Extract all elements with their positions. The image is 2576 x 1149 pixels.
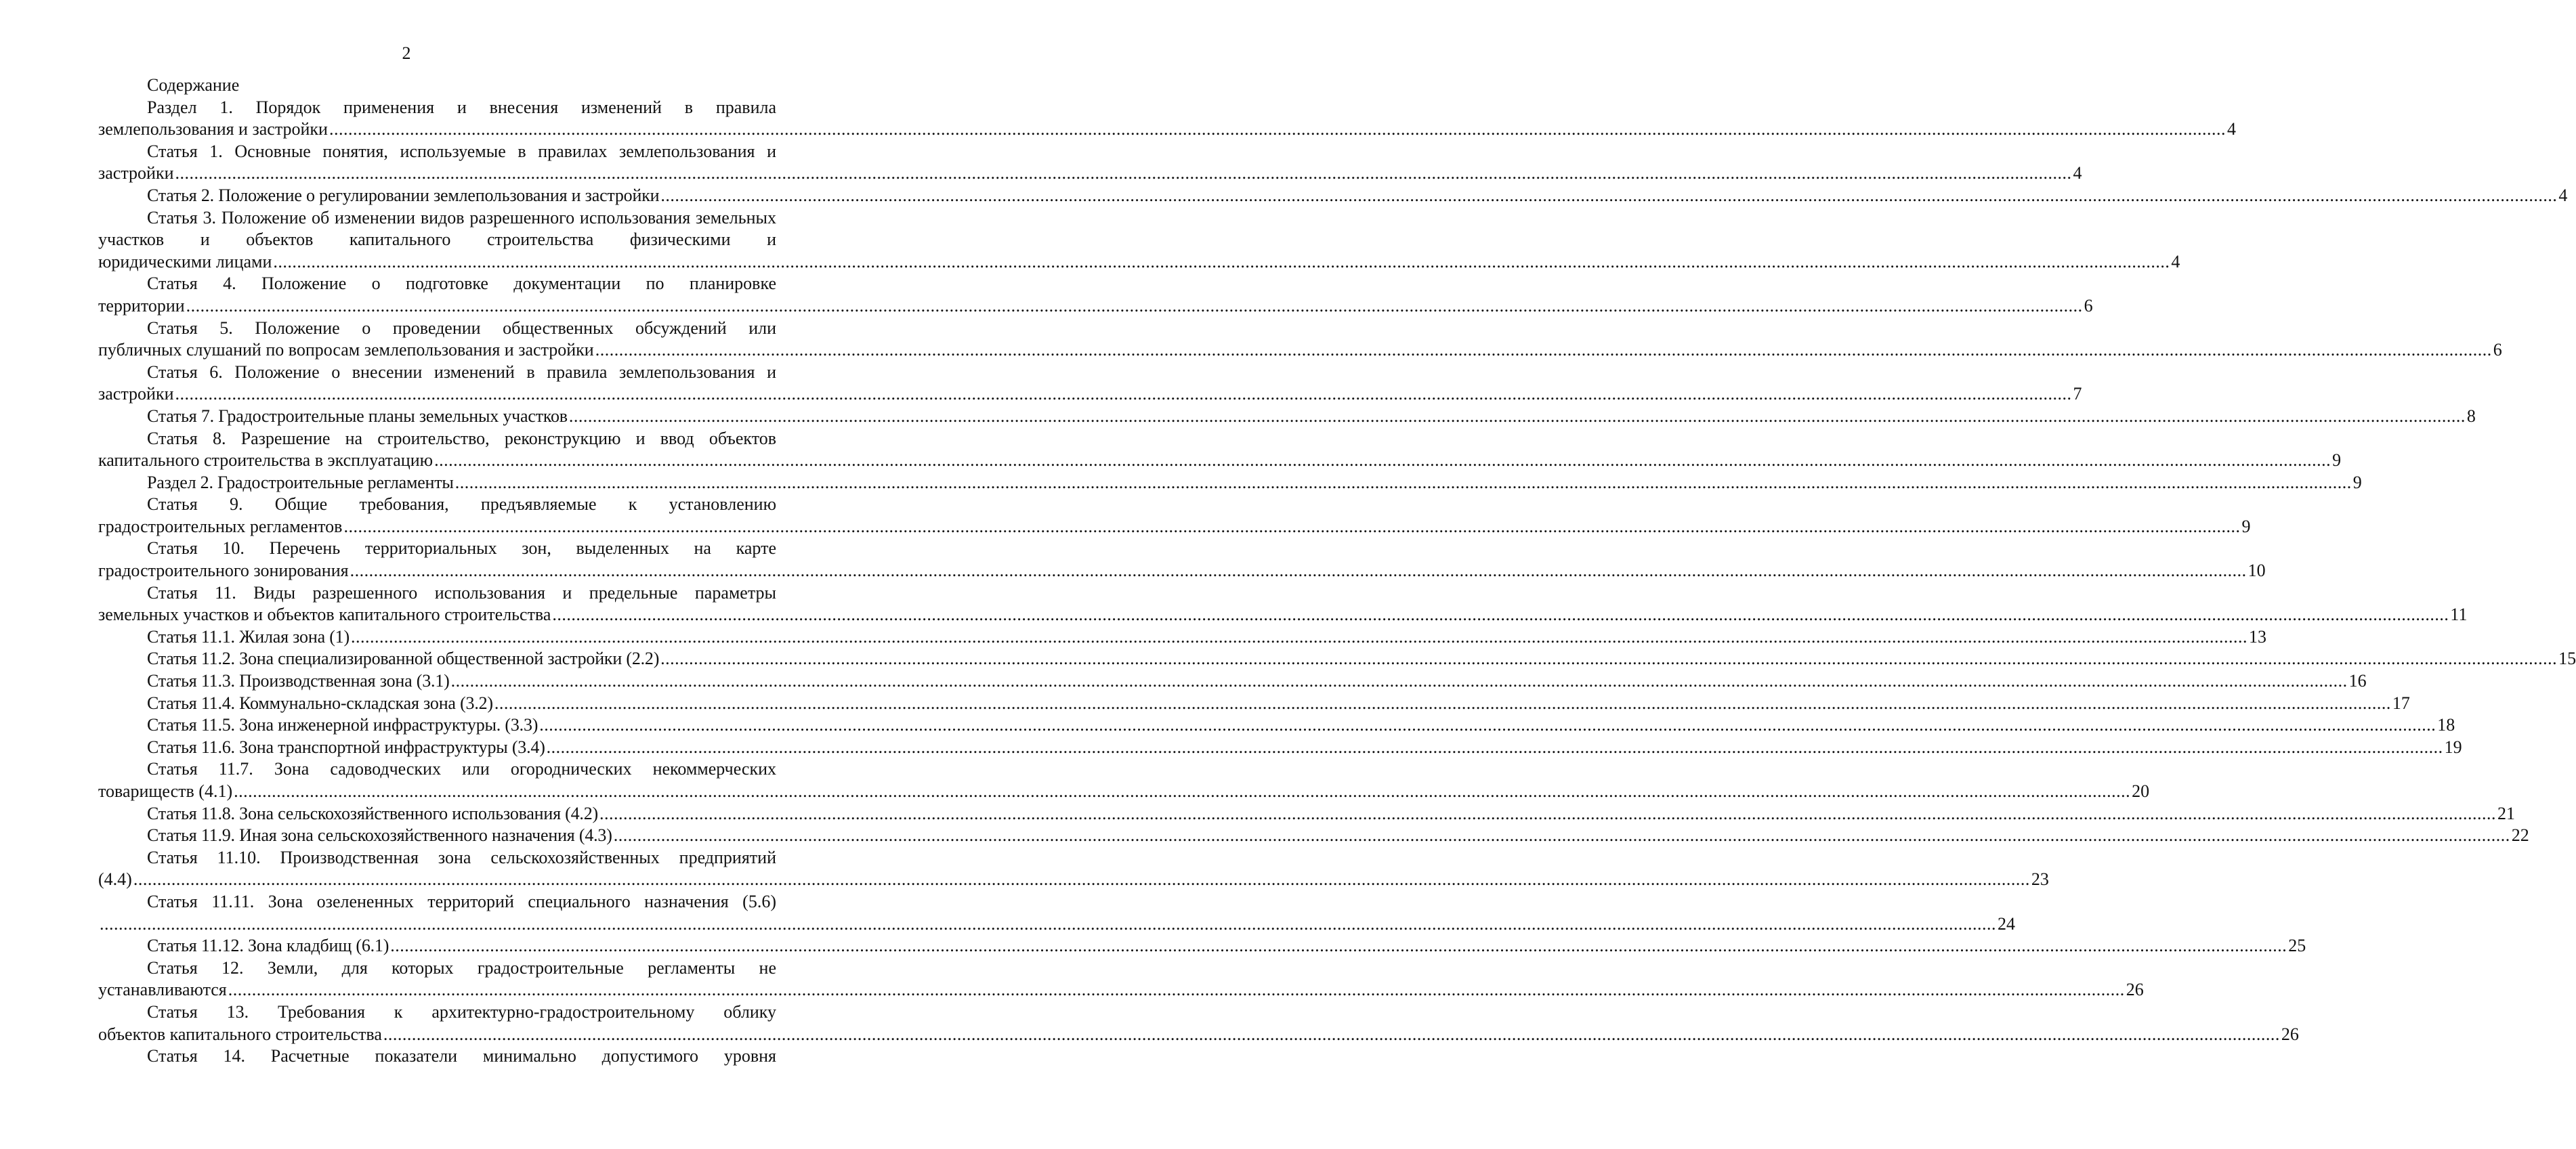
toc-entry-page-number[interactable]: 11 [2450,605,2468,625]
toc-entry-title: Статья 14. Расчетные показатели минимально допустимого уровня [147,1046,776,1066]
toc-entry-title: Раздел 1. Порядок применения и внесения изменений в правила [147,97,776,117]
dot-leader: ................................................................................................................................................................................................................................................................................................................................................................................................................ [546,737,2443,757]
toc-entry-text: Статья 11.2. Зона специализированной общественной застройки (2.2) [147,649,660,669]
toc-entry-page-number[interactable]: 10 [2247,561,2266,581]
toc-entry-leader-line [98,803,2515,825]
toc-entry[interactable] [98,1001,2299,1045]
toc-entry-leader-line [98,648,2576,670]
dot-leader: ................................................................................................................................................................................................................................................................................................................................................................................................................ [228,980,2125,1000]
toc-entry-leader-line [98,251,2180,274]
toc-entry[interactable] [98,957,2144,1001]
toc-entry-title: Статья 12. Земли, для которых градостроительные регламенты не [147,957,776,978]
toc-entry[interactable] [98,737,2462,759]
toc-entry[interactable] [98,693,2410,715]
toc-entry-leader-line [98,714,2455,737]
toc-entry-page-number[interactable]: 13 [2248,626,2266,647]
toc-entry-leader-line [98,383,2082,406]
toc-entry-text: градостроительного зонирования [98,561,349,581]
toc-entries [98,97,2576,1068]
toc-entry-page-number[interactable]: 6 [2493,340,2502,360]
toc-entry-title: Статья 6. Положение о внесении изменений в правила землепользования и [147,362,776,382]
dot-leader: ................................................................................................................................................................................................................................................................................................................................................................................................................ [568,406,2466,426]
toc-entry-text: Статья 11.12. Зона кладбищ (6.1) [147,936,389,956]
table-of-contents [98,74,2576,1068]
dot-leader: ................................................................................................................................................................................................................................................................................................................................................................................................................ [595,340,2492,360]
toc-entry-page-number[interactable]: 6 [2084,295,2093,316]
toc-entry-title: Статья 3. Положение об изменении видов разрешенного использования земельных участков и объектов капитального строительства физическими и [98,207,776,250]
toc-entry-title: Статья 11. Виды разрешенного использования и предельные параметры [147,582,776,603]
toc-entry-page-number[interactable]: 4 [2073,163,2082,183]
toc-entry-leader-line [98,450,2342,472]
dot-leader: ................................................................................................................................................................................................................................................................................................................................................................................................................ [383,1024,2280,1044]
toc-entry-title: Статья 10. Перечень территориальных зон, выделенных на карте [147,538,776,559]
toc-entry[interactable] [98,670,2367,693]
toc-entry[interactable] [98,494,2251,538]
toc-entry[interactable] [98,207,2180,274]
toc-entry-text: объектов капитального строительства [98,1024,382,1044]
dot-leader: ................................................................................................................................................................................................................................................................................................................................................................................................................ [133,869,2030,890]
dot-leader: ................................................................................................................................................................................................................................................................................................................................................................................................................ [434,450,2331,471]
toc-entry-leader-line [98,516,2251,538]
dot-leader: ................................................................................................................................................................................................................................................................................................................................................................................................................ [599,803,2496,823]
toc-entry-text: Статья 11.4. Коммунально-складская зона (3.2) [147,693,493,713]
page-number: 2 [402,43,411,63]
toc-entry-page-number[interactable]: 26 [2281,1024,2299,1044]
toc-entry[interactable] [98,185,2568,207]
toc-entry-leader-line [98,626,2266,649]
toc-entry-text: Статья 7. Градостроительные планы земельных участков [147,406,568,426]
toc-entry-text: застройки [98,384,174,404]
dot-leader: ................................................................................................................................................................................................................................................................................................................................................................................................................ [455,472,2352,492]
dot-leader: ................................................................................................................................................................................................................................................................................................................................................................................................................ [450,671,2348,691]
toc-entry-text: Статья 2. Положение о регулировании землепользования и застройки [147,185,660,205]
toc-entry-text: землепользования и застройки [98,119,328,139]
toc-entry[interactable] [98,273,2093,317]
toc-entry-text: устанавливаются [98,980,227,1000]
toc-entry-title: Статья 4. Положение о подготовке документации по планировке [147,274,776,294]
toc-entry-page-number[interactable]: 4 [2171,251,2180,272]
toc-heading: Содержание [147,75,240,95]
toc-entry-leader-line [98,935,2306,957]
dot-leader: ................................................................................................................................................................................................................................................................................................................................................................................................................ [552,605,2449,625]
toc-entry-page-number[interactable]: 20 [2132,781,2150,801]
toc-entry-page-number[interactable]: 4 [2558,185,2568,205]
dot-leader: ................................................................................................................................................................................................................................................................................................................................................................................................................ [175,384,2072,404]
dot-leader: ................................................................................................................................................................................................................................................................................................................................................................................................................ [273,251,2170,272]
toc-entry-page-number[interactable]: 7 [2073,384,2082,404]
toc-entry-leader-line [98,979,2144,1001]
toc-entry-page-number[interactable]: 4 [2226,119,2236,139]
toc-entry[interactable] [98,318,2502,362]
toc-entry-title: Статья 9. Общие требования, предъявляемые к установлению [147,494,776,515]
toc-entry[interactable] [98,825,2529,847]
dot-leader: ................................................................................................................................................................................................................................................................................................................................................................................................................ [613,825,2510,846]
toc-entry[interactable] [98,847,2049,891]
toc-entry-page-number[interactable]: 25 [2288,936,2306,956]
toc-entry[interactable] [98,362,2082,406]
toc-entry-page-number[interactable]: 26 [2126,980,2144,1000]
dot-leader: ................................................................................................................................................................................................................................................................................................................................................................................................................ [175,163,2072,183]
dot-leader: ................................................................................................................................................................................................................................................................................................................................................................................................................ [494,693,2391,713]
dot-leader: ................................................................................................................................................................................................................................................................................................................................................................................................................ [350,561,2247,581]
toc-entry-text: Раздел 2. Градостроительные регламенты [147,472,454,492]
toc-entry[interactable] [98,582,2468,626]
toc-entry-text: товариществ (4.1) [98,781,233,801]
toc-entry-page-number[interactable]: 21 [2497,803,2515,823]
toc-entry-leader-line [98,670,2367,693]
toc-entry[interactable] [98,648,2576,670]
toc-entry-title: Статья 11.10. Производственная зона сельскохозяйственных предприятий [147,847,776,867]
toc-entry[interactable] [98,626,2266,649]
toc-entry-text: территории [98,295,185,316]
dot-leader: ................................................................................................................................................................................................................................................................................................................................................................................................................ [660,185,2558,205]
dot-leader: ................................................................................................................................................................................................................................................................................................................................................................................................................ [660,649,2558,669]
dot-leader: ................................................................................................................................................................................................................................................................................................................................................................................................................ [234,781,2131,801]
toc-entry-page-number[interactable]: 18 [2437,715,2455,735]
toc-entry-text: Статья 11.9. Иная зона сельскохозяйственного назначения (4.3) [147,825,612,846]
toc-entry-page-number[interactable]: 16 [2348,671,2367,691]
toc-entry-page-number[interactable]: 9 [2241,516,2251,536]
toc-entry-text: юридическими лицами [98,251,272,272]
toc-entry[interactable] [98,406,2476,428]
toc-entry[interactable] [98,803,2515,825]
toc-entry-leader-line [98,560,2266,582]
toc-entry-title: Статья 5. Положение о проведении общественных обсуждений или [147,318,776,338]
toc-entry-page-number[interactable]: 24 [1998,913,2015,934]
toc-entry-text: Статья 11.1. Жилая зона (1) [147,626,350,647]
toc-entry[interactable] [98,891,2015,935]
dot-leader: ................................................................................................................................................................................................................................................................................................................................................................................................................ [186,295,2083,316]
toc-entry-leader-line [98,604,2468,626]
toc-entry[interactable] [98,141,2082,185]
toc-entry[interactable] [98,758,2150,802]
toc-entry-page-number[interactable]: 19 [2444,737,2462,757]
toc-entry-text: Статья 11.8. Зона сельскохозяйственного использования (4.2) [147,803,598,823]
toc-entry[interactable] [98,1045,776,1068]
toc-entry[interactable] [98,428,2342,472]
toc-entry[interactable] [98,97,2236,141]
toc-entry-leader-line [98,869,2049,891]
toc-entry-leader-line [98,162,2082,185]
toc-entry-leader-line [98,825,2529,847]
toc-entry-leader-line [98,781,2150,803]
toc-entry-leader-line [98,472,2362,494]
toc-entry-page-number[interactable]: 8 [2466,406,2476,426]
dot-leader: ................................................................................................................................................................................................................................................................................................................................................................................................................ [390,936,2287,956]
toc-entry-text: Статья 11.5. Зона инженерной инфраструктуры. (3.3) [147,715,539,735]
toc-entry-page-number[interactable]: 9 [2352,472,2362,492]
toc-entry-text: (4.4) [98,869,132,890]
toc-entry-page-number[interactable]: 17 [2392,693,2410,713]
toc-entry-title: Статья 11.7. Зона садоводческих или огороднических некоммерческих [147,759,776,779]
toc-entry-page-number[interactable]: 23 [2031,869,2049,890]
toc-entry-page-number[interactable]: 15 [2558,649,2576,669]
toc-entry-text: капитального строительства в эксплуатацию [98,450,434,471]
toc-entry-page-number[interactable]: 9 [2332,450,2342,471]
dot-leader: ................................................................................................................................................................................................................................................................................................................................................................................................................ [329,119,2226,139]
dot-leader: ................................................................................................................................................................................................................................................................................................................................................................................................................ [539,715,2436,735]
toc-entry-leader-line [98,693,2410,715]
toc-entry[interactable] [98,714,2455,737]
toc-entry-title: Статья 13. Требования к архитектурно-градостроительному облику [147,1001,776,1022]
toc-entry-leader-line [98,913,2015,936]
toc-entry-leader-line [98,406,2476,428]
toc-entry[interactable] [98,538,2266,582]
toc-entry-leader-line [98,118,2236,141]
dot-leader: ................................................................................................................................................................................................................................................................................................................................................................................................................ [343,516,2241,536]
toc-entry-leader-line [98,1024,2299,1046]
toc-entry-text: градостроительных регламентов [98,516,343,536]
toc-entry-text: публичных слушаний по вопросам землепользования и застройки [98,340,594,360]
toc-entry[interactable] [98,472,2362,494]
toc-entry-leader-line [98,339,2502,362]
toc-entry-title: Статья 1. Основные понятия, используемые в правилах землепользования и [147,141,776,161]
toc-entry-page-number[interactable]: 22 [2511,825,2529,846]
toc-entry-leader-line [98,185,2568,207]
dot-leader: ................................................................................................................................................................................................................................................................................................................................................................................................................ [100,913,1996,934]
toc-entry-leader-line [98,737,2462,759]
toc-entry[interactable] [98,935,2306,957]
toc-entry-text: застройки [98,163,174,183]
toc-entry-leader-line [98,295,2093,318]
toc-entry-title: Статья 11.11. Зона озелененных территорий специального назначения (5.6) [147,891,776,911]
toc-entry-text: Статья 11.3. Производственная зона (3.1) [147,671,450,691]
toc-entry-text: Статья 11.6. Зона транспортной инфраструктуры (3.4) [147,737,545,757]
dot-leader: ................................................................................................................................................................................................................................................................................................................................................................................................................ [350,626,2247,647]
toc-entry-text: земельных участков и объектов капитального строительства [98,605,551,625]
toc-entry-title: Статья 8. Разрешение на строительство, реконструкцию и ввод объектов [147,428,776,448]
